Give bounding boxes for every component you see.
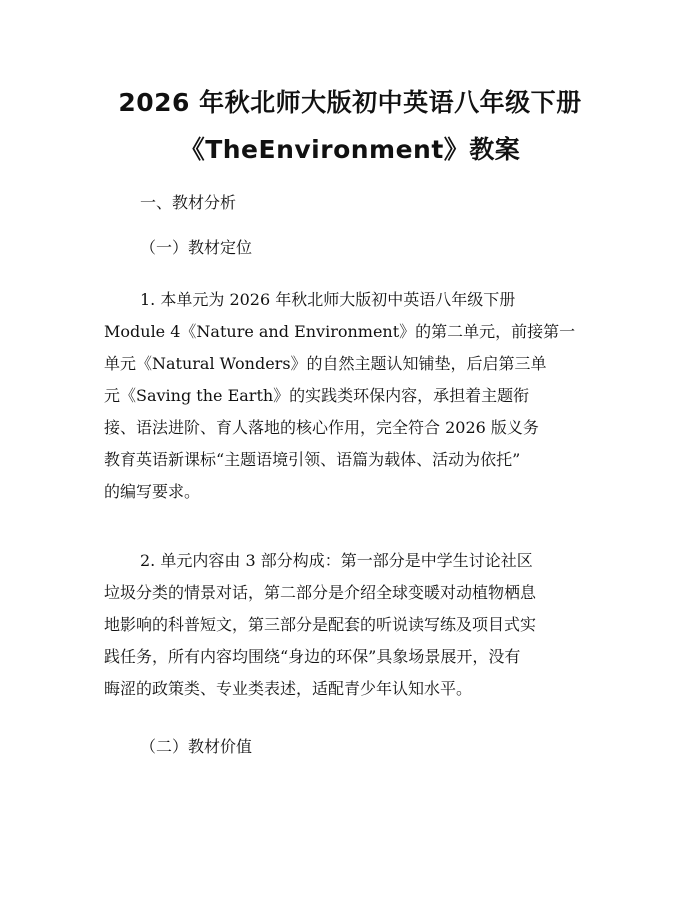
paragraph-1-line: 接、语法进阶、育人落地的核心作用，完全符合 2026 版义务 — [104, 418, 539, 437]
paragraph-2 — [104, 545, 600, 705]
paragraph-1-line: 教育英语新课标“主题语境引领、语篇为载体、活动为依托” — [104, 450, 521, 469]
paragraph-2-line: 2. 单元内容由 3 部分构成：第一部分是中学生讨论社区 — [140, 551, 533, 570]
paragraph-1-line: 单元《Natural Wonders》的自然主题认知铺垫，后启第三单 — [104, 354, 547, 373]
paragraph-2-line: 地影响的科普短文，第三部分是配套的听说读写练及项目式实 — [104, 615, 537, 634]
paragraph-2-line: 垃圾分类的情景对话，第二部分是介绍全球变暖对动植物栖息 — [104, 583, 537, 602]
document-title-line2: 《TheEnvironment》教案 — [179, 135, 521, 164]
paragraph-1 — [104, 284, 600, 508]
paragraph-2-line: 践任务，所有内容均围绕“身边的环保”具象场景展开，没有 — [104, 647, 521, 666]
paragraph-1-line: Module 4《Nature and Environment》的第二单元，前接第一 — [104, 322, 576, 341]
document-title-line1: 2026 年秋北师大版初中英语八年级下册 — [118, 88, 582, 117]
paragraph-1-line: 1. 本单元为 2026 年秋北师大版初中英语八年级下册 — [140, 290, 516, 309]
paragraph-1-line: 的编写要求。 — [104, 482, 201, 501]
paragraph-2-line: 晦涩的政策类、专业类表述，适配青少年认知水平。 — [104, 679, 473, 698]
subsection-heading-material-value: （二）教材价值 — [140, 737, 253, 756]
paragraph-1-line: 元《Saving the Earth》的实践类环保内容，承担着主题衔 — [104, 386, 530, 405]
section-heading-teaching-material-analysis: 一、教材分析 — [140, 193, 237, 212]
subsection-heading-material-positioning: （一）教材定位 — [140, 238, 253, 257]
